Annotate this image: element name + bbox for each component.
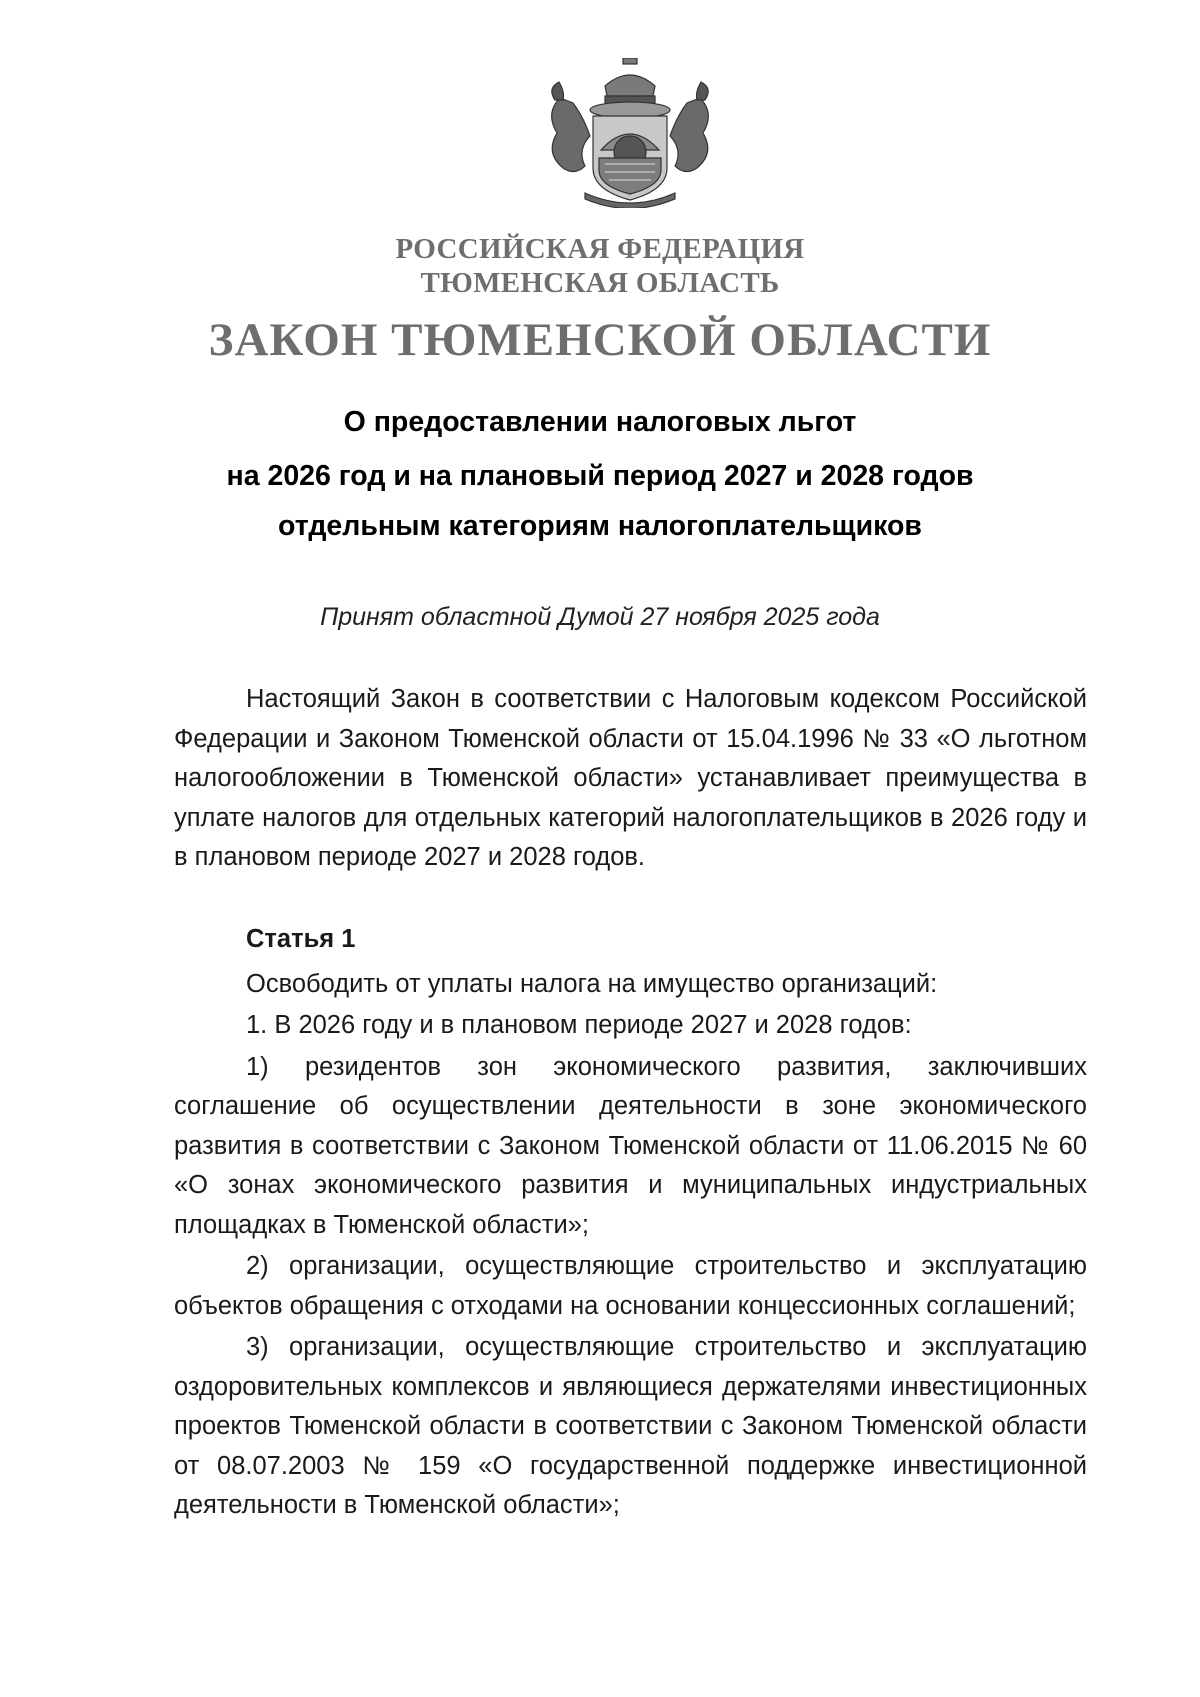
adoption-note: Принят областной Думой 27 ноября 2025 года — [320, 603, 880, 631]
preamble-paragraph: Настоящий Закон в соответствии с Налоговым кодексом Российской Федерации и Законом Тюменской области от 15.04.1996 № 33 «О льготном налогообложении в Тюменской области» устанавливает преимущества в уплате налогов для отдельных категорий налогоплательщиков в 2026 году и в плановом периоде 2027 и 2028 годов. — [174, 685, 1087, 871]
article-item: 3) организации, осуществляющие строительство и эксплуатацию оздоровительных комплексов и являющиеся держателями инвестиционных проектов Тюменской области в соответствии с Законом Тюменской области от 08.07.2003 № 159 «О государственной поддержке инвестиционной деятельности в Тюменской области»; — [174, 1333, 1087, 1519]
article-heading: Статья 1 — [246, 925, 356, 953]
region-heading: ТЮМЕНСКАЯ ОБЛАСТЬ — [420, 267, 780, 299]
preamble — [174, 680, 1087, 878]
country-heading: РОССИЙСКАЯ ФЕДЕРАЦИЯ — [395, 233, 805, 265]
article-item: 2) организации, осуществляющие строительство и эксплуатацию объектов обращения с отходами на основании концессионных соглашений; — [174, 1252, 1087, 1320]
article-item: 1) резидентов зон экономического развития, заключивших соглашение об осуществлении деятельности в зоне экономического развития в соответствии с Законом Тюменской области от 11.06.2015 № 60 «О зонах экономического развития и муниципальных индустриальных площадках в Тюменской области»; — [174, 1052, 1087, 1239]
law-title-line-3: отдельным категориям налогоплательщиков — [278, 510, 922, 542]
law-heading: ЗАКОН ТЮМЕНСКОЙ ОБЛАСТИ — [208, 314, 992, 366]
coat-of-arms-icon — [535, 58, 725, 208]
article-1 — [174, 920, 1087, 1528]
law-title-line-1: О предоставлении налоговых льгот — [343, 406, 857, 438]
article-point-1: 1. В 2026 году и в плановом периоде 2027 и 2028 годов: — [246, 1011, 912, 1039]
article-lead: Освободить от уплаты налога на имущество организаций: — [246, 969, 938, 998]
law-title-line-2: на 2026 год и на плановый период 2027 и 2028 годов — [226, 460, 974, 492]
